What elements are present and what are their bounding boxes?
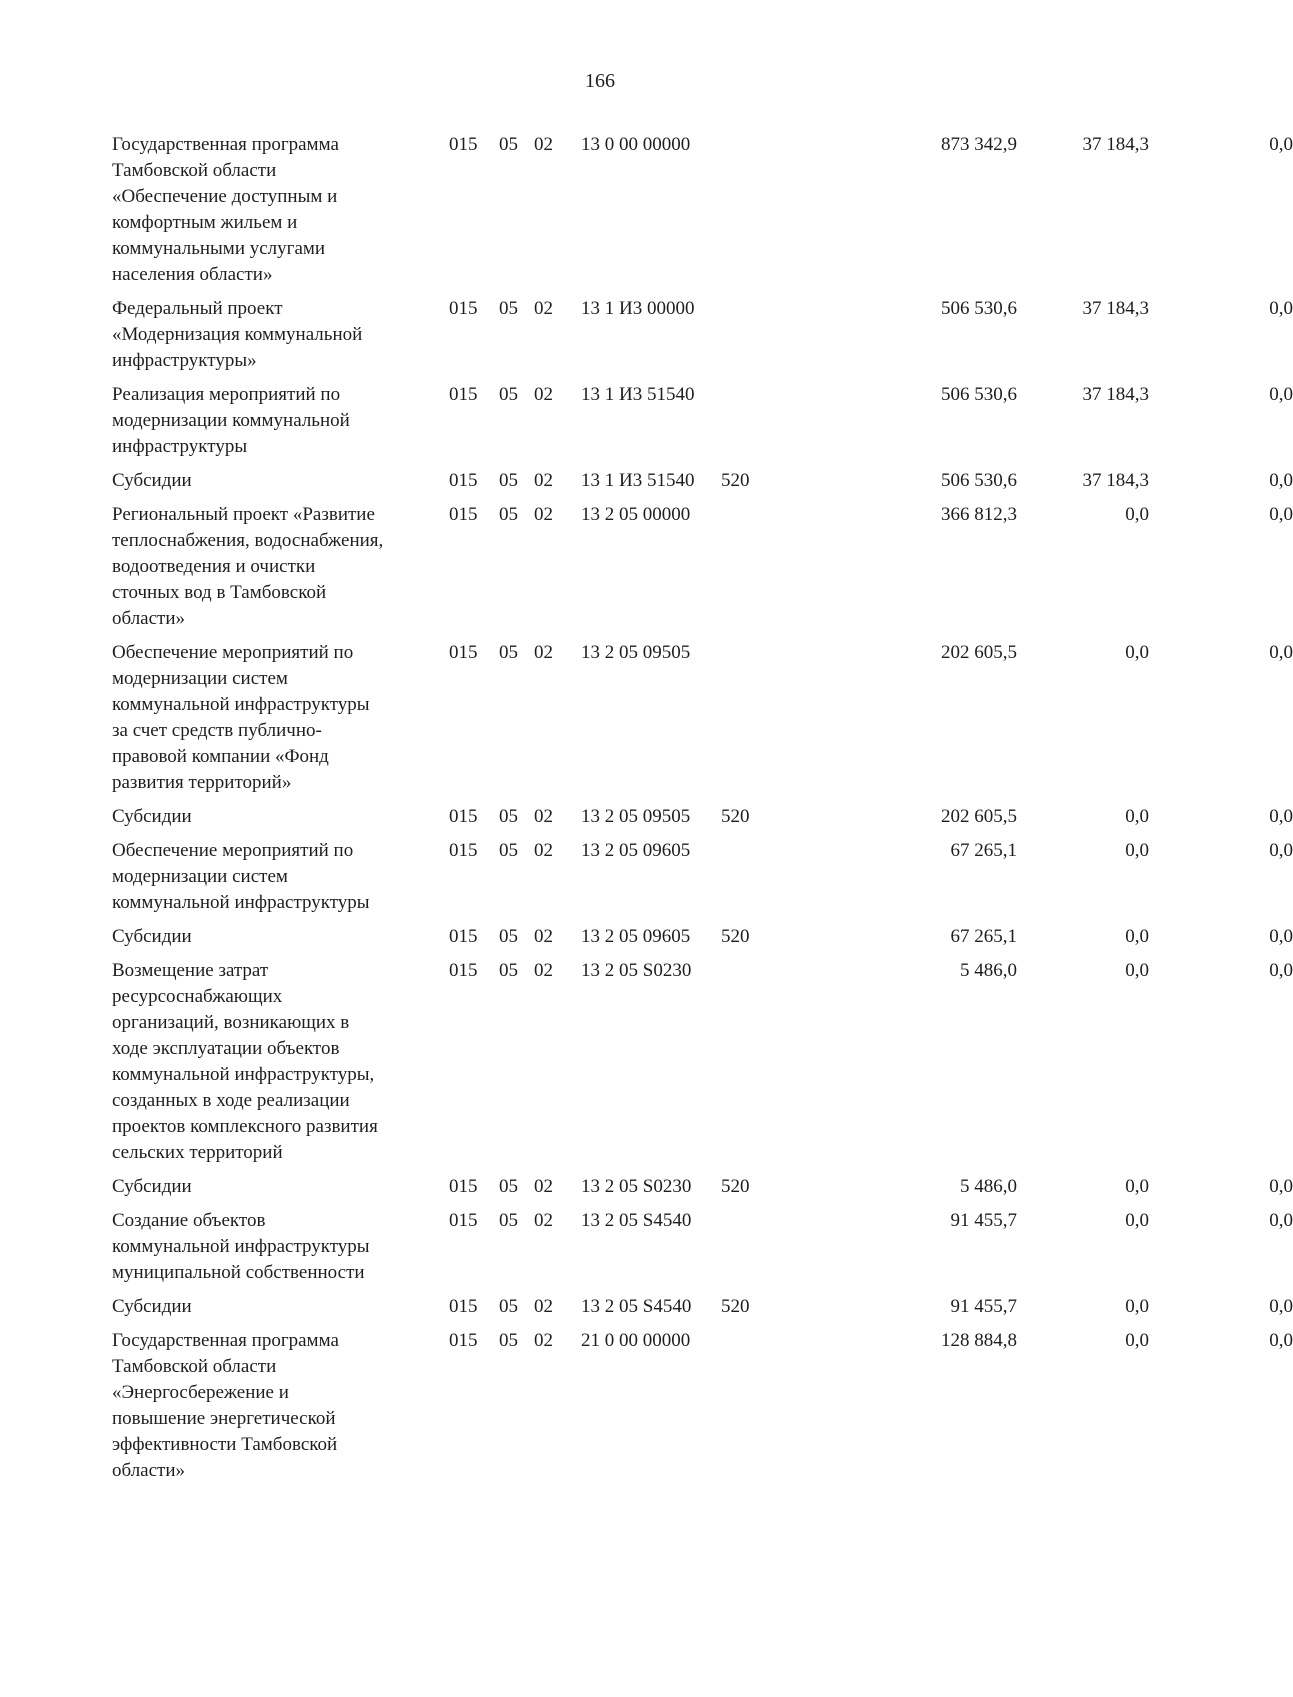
amount-total: 5 486,0 [960,1176,1017,1197]
amount-total: 202 605,5 [941,806,1017,827]
ministry-code: 015 [449,134,478,155]
target-article-code: 13 2 05 09505 [581,642,691,663]
amount-other: 0,0 [1269,1176,1293,1197]
target-article-code: 13 2 05 S0230 [581,960,692,981]
ministry-code: 015 [449,504,478,525]
target-article-code: 13 1 И3 51540 [581,384,695,405]
table-row [112,132,1293,288]
section-code: 05 [499,1330,518,1351]
amount-other: 0,0 [1269,926,1293,947]
subsection-code: 02 [534,1330,553,1351]
amount-total: 128 884,8 [941,1330,1017,1351]
row-name: Субсидии [112,1176,192,1197]
table-row [112,1174,1293,1200]
section-code: 05 [499,384,518,405]
row-name: Субсидии [112,1296,192,1317]
amount-federal: 37 184,3 [1082,134,1149,155]
amount-federal: 0,0 [1125,806,1149,827]
amount-other: 0,0 [1269,806,1293,827]
budget-table [112,132,1293,1492]
table-row [112,958,1293,1166]
section-code: 05 [499,926,518,947]
section-code: 05 [499,806,518,827]
expense-type-code: 520 [721,1176,750,1197]
row-name: Субсидии [112,470,192,491]
amount-federal: 0,0 [1125,1210,1149,1231]
amount-federal: 0,0 [1125,926,1149,947]
section-code: 05 [499,504,518,525]
section-code: 05 [499,1296,518,1317]
section-code: 05 [499,1210,518,1231]
section-code: 05 [499,470,518,491]
target-article-code: 13 2 05 09505 [581,806,691,827]
row-name: Реализация мероприятий по модернизации коммунальной инфраструктуры [112,384,350,457]
amount-total: 5 486,0 [960,960,1017,981]
amount-federal: 0,0 [1125,642,1149,663]
row-name: Обеспечение мероприятий по модернизации систем коммунальной инфраструктуры за счет средств публично- правовой компании «Фонд развития территорий» [112,642,370,793]
page-number: 166 [585,70,615,92]
table-row [112,804,1293,830]
amount-total: 506 530,6 [941,384,1017,405]
ministry-code: 015 [449,960,478,981]
amount-other: 0,0 [1269,470,1293,491]
amount-federal: 37 184,3 [1082,384,1149,405]
amount-federal: 0,0 [1125,504,1149,525]
target-article-code: 13 1 И3 51540 [581,470,695,491]
amount-other: 0,0 [1269,840,1293,861]
target-article-code: 13 2 05 S4540 [581,1210,692,1231]
target-article-code: 13 0 00 00000 [581,134,691,155]
row-name: Государственная программа Тамбовской области «Энергосбережение и повышение энергетической эффективности Тамбовской области» [112,1330,339,1481]
subsection-code: 02 [534,806,553,827]
section-code: 05 [499,840,518,861]
ministry-code: 015 [449,806,478,827]
subsection-code: 02 [534,1296,553,1317]
ministry-code: 015 [449,926,478,947]
row-name: Субсидии [112,806,192,827]
ministry-code: 015 [449,298,478,319]
amount-other: 0,0 [1269,960,1293,981]
target-article-code: 13 2 05 S4540 [581,1296,692,1317]
subsection-code: 02 [534,642,553,663]
amount-other: 0,0 [1269,298,1293,319]
amount-total: 202 605,5 [941,642,1017,663]
table-row [112,296,1293,374]
table-row [112,468,1293,494]
amount-total: 67 265,1 [950,926,1017,947]
subsection-code: 02 [534,1210,553,1231]
table-row [112,924,1293,950]
subsection-code: 02 [534,504,553,525]
amount-total: 67 265,1 [950,840,1017,861]
subsection-code: 02 [534,298,553,319]
subsection-code: 02 [534,960,553,981]
amount-total: 506 530,6 [941,470,1017,491]
subsection-code: 02 [534,840,553,861]
row-name: Государственная программа Тамбовской области «Обеспечение доступным и комфортным жильем и коммунальными услугами населения области» [112,134,339,285]
amount-other: 0,0 [1269,642,1293,663]
subsection-code: 02 [534,384,553,405]
table-row [112,382,1293,460]
amount-total: 506 530,6 [941,298,1017,319]
table-row [112,1328,1293,1484]
amount-other: 0,0 [1269,384,1293,405]
amount-federal: 37 184,3 [1082,298,1149,319]
table-row [112,502,1293,632]
subsection-code: 02 [534,470,553,491]
expense-type-code: 520 [721,1296,750,1317]
amount-other: 0,0 [1269,1296,1293,1317]
section-code: 05 [499,298,518,319]
amount-federal: 0,0 [1125,840,1149,861]
target-article-code: 13 2 05 S0230 [581,1176,692,1197]
amount-federal: 0,0 [1125,1330,1149,1351]
target-article-code: 13 1 И3 00000 [581,298,695,319]
section-code: 05 [499,1176,518,1197]
subsection-code: 02 [534,1176,553,1197]
table-row [112,640,1293,796]
amount-total: 91 455,7 [950,1296,1017,1317]
amount-total: 366 812,3 [941,504,1017,525]
subsection-code: 02 [534,134,553,155]
row-name: Обеспечение мероприятий по модернизации систем коммунальной инфраструктуры [112,840,370,913]
target-article-code: 13 2 05 09605 [581,840,691,861]
amount-other: 0,0 [1269,504,1293,525]
ministry-code: 015 [449,1210,478,1231]
expense-type-code: 520 [721,926,750,947]
row-name: Создание объектов коммунальной инфраструктуры муниципальной собственности [112,1210,370,1283]
table-row [112,1294,1293,1320]
amount-federal: 37 184,3 [1082,470,1149,491]
ministry-code: 015 [449,1296,478,1317]
amount-federal: 0,0 [1125,960,1149,981]
ministry-code: 015 [449,384,478,405]
table-row [112,1208,1293,1286]
amount-federal: 0,0 [1125,1176,1149,1197]
ministry-code: 015 [449,1176,478,1197]
ministry-code: 015 [449,470,478,491]
ministry-code: 015 [449,642,478,663]
amount-other: 0,0 [1269,134,1293,155]
target-article-code: 13 2 05 00000 [581,504,691,525]
target-article-code: 21 0 00 00000 [581,1330,691,1351]
row-name: Возмещение затрат ресурсоснабжающих организаций, возникающих в ходе эксплуатации объектов коммунальной инфраструктуры, созданных в ходе реализации проектов комплексного развития сельских территорий [112,960,378,1163]
expense-type-code: 520 [721,470,750,491]
ministry-code: 015 [449,1330,478,1351]
row-name: Федеральный проект «Модернизация коммунальной инфраструктуры» [112,298,363,371]
amount-total: 873 342,9 [941,134,1017,155]
amount-other: 0,0 [1269,1210,1293,1231]
ministry-code: 015 [449,840,478,861]
target-article-code: 13 2 05 09605 [581,926,691,947]
amount-total: 91 455,7 [950,1210,1017,1231]
section-code: 05 [499,642,518,663]
table-row [112,838,1293,916]
section-code: 05 [499,960,518,981]
subsection-code: 02 [534,926,553,947]
amount-other: 0,0 [1269,1330,1293,1351]
row-name: Региональный проект «Развитие теплоснабжения, водоснабжения, водоотведения и очистки сточных вод в Тамбовской области» [112,504,384,629]
amount-federal: 0,0 [1125,1296,1149,1317]
section-code: 05 [499,134,518,155]
row-name: Субсидии [112,926,192,947]
expense-type-code: 520 [721,806,750,827]
